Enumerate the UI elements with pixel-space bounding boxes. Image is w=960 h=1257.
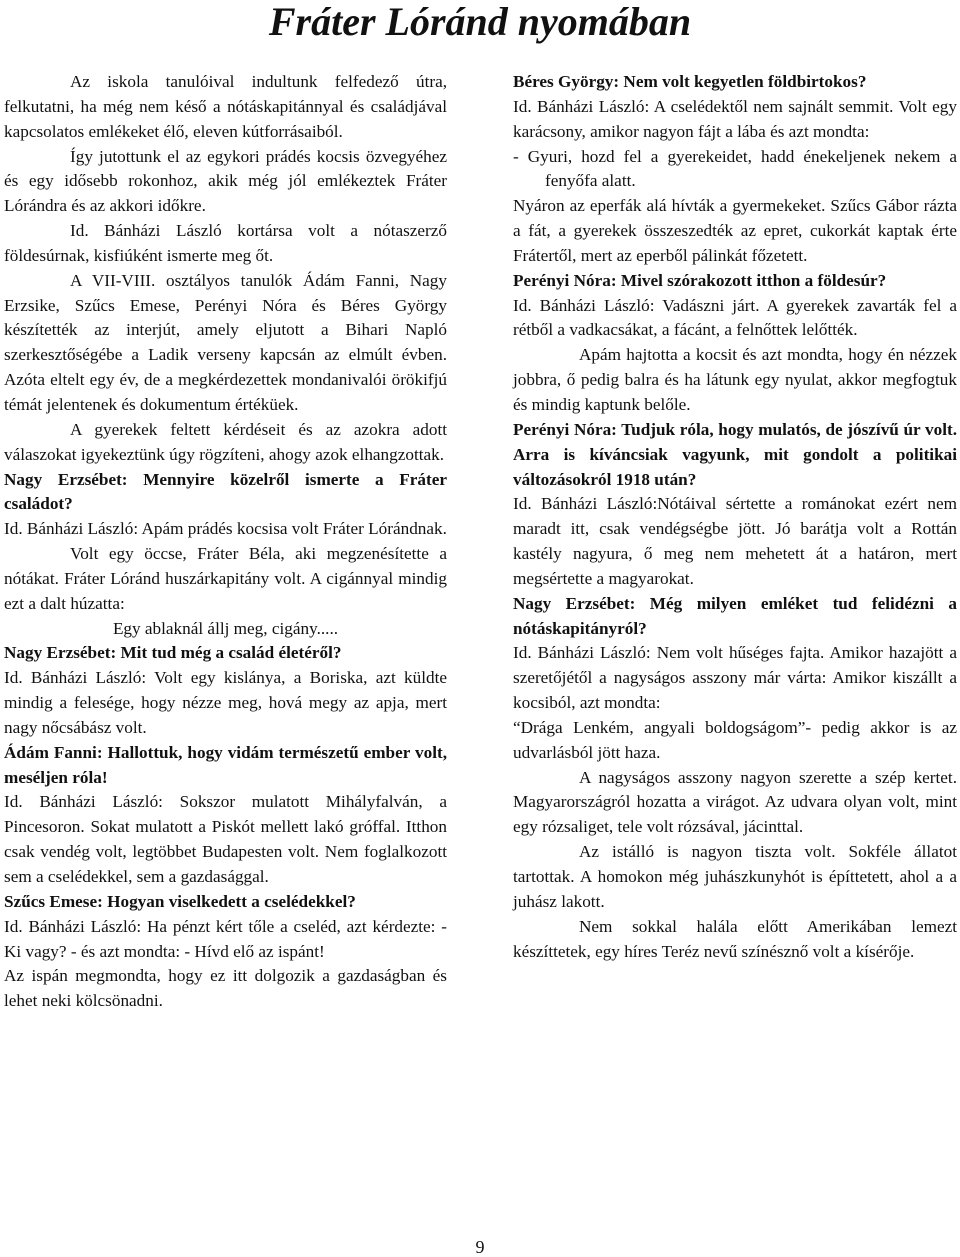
paragraph: Az iskola tanulóival indultunk felfedező útra, felkutatni, ha még nem késő a nótáskapitánnyal és családjával kapcsolatos emlékeket élő, eleven kútforrásaiból. bbox=[4, 72, 447, 141]
paragraph: Id. Bánházi László kortársa volt a nótaszerző földesúrnak, kisfiúként ismerte meg őt. bbox=[4, 221, 447, 265]
article-title: Fráter Lóránd nyomában bbox=[268, 0, 692, 44]
paragraph: Nem sokkal halála előtt Amerikában lemezt készíttetek, egy híres Teréz nevű színésznő volt a kísérője. bbox=[513, 916, 957, 961]
paragraph: “Drága Lenkém, angyali boldogságom”- pedig akkor is az udvarlásból jött haza. bbox=[513, 717, 957, 762]
page-number: 9 bbox=[475, 1237, 485, 1257]
paragraph: Id. Bánházi László: Nem volt hűséges fajta. Amikor hazajött a szeretőjétől a nagyságos asszony már várta: Amikor kiszállt a kocsiból, azt mondta: bbox=[513, 643, 957, 713]
paragraph: Apám hajtotta a kocsit és azt mondta, hogy én nézzek jobbra, ő pedig balra és ha látunk egy nyulat, akkor megfogtuk és mindig kaptunk belőle. bbox=[513, 345, 957, 414]
paragraph: Egy ablaknál állj meg, cigány..... bbox=[112, 618, 339, 638]
right-column bbox=[513, 70, 957, 964]
paragraph: - Gyuri, hozd fel a gyerekeidet, hadd énekeljenek nekem a fenyőfa alatt. bbox=[513, 146, 957, 191]
paragraph: Volt egy öccse, Fráter Béla, aki megzenésítette a nótákat. Fráter Lóránd huszárkapitány volt. A cigánnyal mindig ezt a dalt húzatta: bbox=[4, 544, 447, 613]
paragraph: Id. Bánházi László: Sokszor mulatott Mihályfalván, a Pincesoron. Sokat mulatott a Piskót mellett lakó gróffal. Itthon csak vendég volt, legtöbbet Budapesten volt. Nem foglalkozott sem a cselédekkel, sem a gazdasággal. bbox=[4, 792, 447, 886]
question-paragraph: Ádám Fanni: Hallottuk, hogy vidám természetű ember volt, meséljen róla! bbox=[4, 742, 447, 787]
paragraph: Így jutottunk el az egykori prádés kocsis özvegyéhez és egy idősebb rokonhoz, akik még jól emlékeztek Fráter Lórándra és az akkori időkre. bbox=[4, 146, 447, 216]
paragraph: Nyáron az eperfák alá hívták a gyermekeket. Szűcs Gábor rázta a fát, a gyerekek összeszedték az epret, cukorkát kaptak érte Frátertől, mert az eperből pálinkát főzetett. bbox=[513, 196, 957, 265]
left-column bbox=[4, 70, 447, 1014]
question-paragraph: Béres György: Nem volt kegyetlen földbirtokos? bbox=[513, 72, 867, 91]
paragraph: A nagyságos asszony nagyon szerette a szép kertet. Magyarországról hozatta a virágot. Az udvara olyan volt, mint egy rózsaliget, tele volt rózsával, jácinttal. bbox=[513, 767, 957, 837]
paragraph: A VII-VIII. osztályos tanulók Ádám Fanni, Nagy Erzsike, Szűcs Emese, Perényi Nóra és Béres György készítették az interjút, amely eljutott a Bihari Napló szerkesztőségébe a Ladik verseny kapcsán az elmúlt évben. Azóta eltelt egy év, de a megkérdezettek mondanivalói örökifjú témát jelentenek és dokumentum értéküek. bbox=[4, 270, 447, 414]
paragraph: Id. Bánházi László: Vadászni járt. A gyerekek zavarták fel a rétből a vadkacsákat, a fácánt, a felnőttek lelőtték. bbox=[513, 295, 957, 340]
paragraph: Id. Bánházi László:Nótáival sértette a románokat ezért nem maradt itt, csak vendégségbe jött. Jó barátja volt a Rottán kastély nagyura, ő meg nem mehetett át a határon, mert megsértette a magyarokat. bbox=[513, 494, 957, 588]
paragraph: Id. Bánházi László: Apám prádés kocsisa volt Fráter Lórándnak. bbox=[4, 519, 447, 539]
paragraph: Az istálló is nagyon tiszta volt. Sokféle állatot tartottak. A homokon még juhászkunyhót is építtetett, ahol a a juhász lakott. bbox=[513, 842, 957, 911]
question-paragraph: Nagy Erzsébet: Mit tud még a család életéről? bbox=[4, 643, 342, 663]
question-paragraph: Nagy Erzsébet: Még milyen emléket tud felidézni a nótáskapitányról? bbox=[513, 593, 957, 638]
question-paragraph: Nagy Erzsébet: Mennyire közelről ismerte a Fráter családot? bbox=[4, 469, 447, 514]
paragraph: Id. Bánházi László: Volt egy kislánya, a Boriska, azt küldte mindig a felesége, hogy nézze meg, hová megy az apja, mert nagy nőcsábász volt. bbox=[4, 668, 447, 737]
paragraph: Az ispán megmondta, hogy ez itt dolgozik a gazdaságban és lehet neki kölcsönadni. bbox=[4, 966, 447, 1011]
paragraph: Id. Bánházi László: A cselédektől nem sajnált semmit. Volt egy karácsony, amikor nagyon fájt a lába és azt mondta: bbox=[513, 96, 957, 141]
paragraph: A gyerekek feltett kérdéseit és az azokra adott válaszokat igyekeztünk úgy rögzíteni, ahogy azok elhangzottak. bbox=[4, 419, 447, 464]
paragraph: Id. Bánházi László: Ha pénzt kért tőle a cseléd, azt kérdezte: - Ki vagy? - és azt mondta: - Hívd elő az ispánt! bbox=[4, 916, 447, 961]
question-paragraph: Perényi Nóra: Tudjuk róla, hogy mulatós, de jószívű úr volt. Arra is kíváncsiak vagyunk, mit gondolt a politikai változásokról 1918 után? bbox=[513, 419, 957, 489]
question-paragraph: Szűcs Emese: Hogyan viselkedett a cselédekkel? bbox=[4, 891, 356, 911]
question-paragraph: Perényi Nóra: Mivel szórakozott itthon a földesúr? bbox=[513, 270, 887, 290]
